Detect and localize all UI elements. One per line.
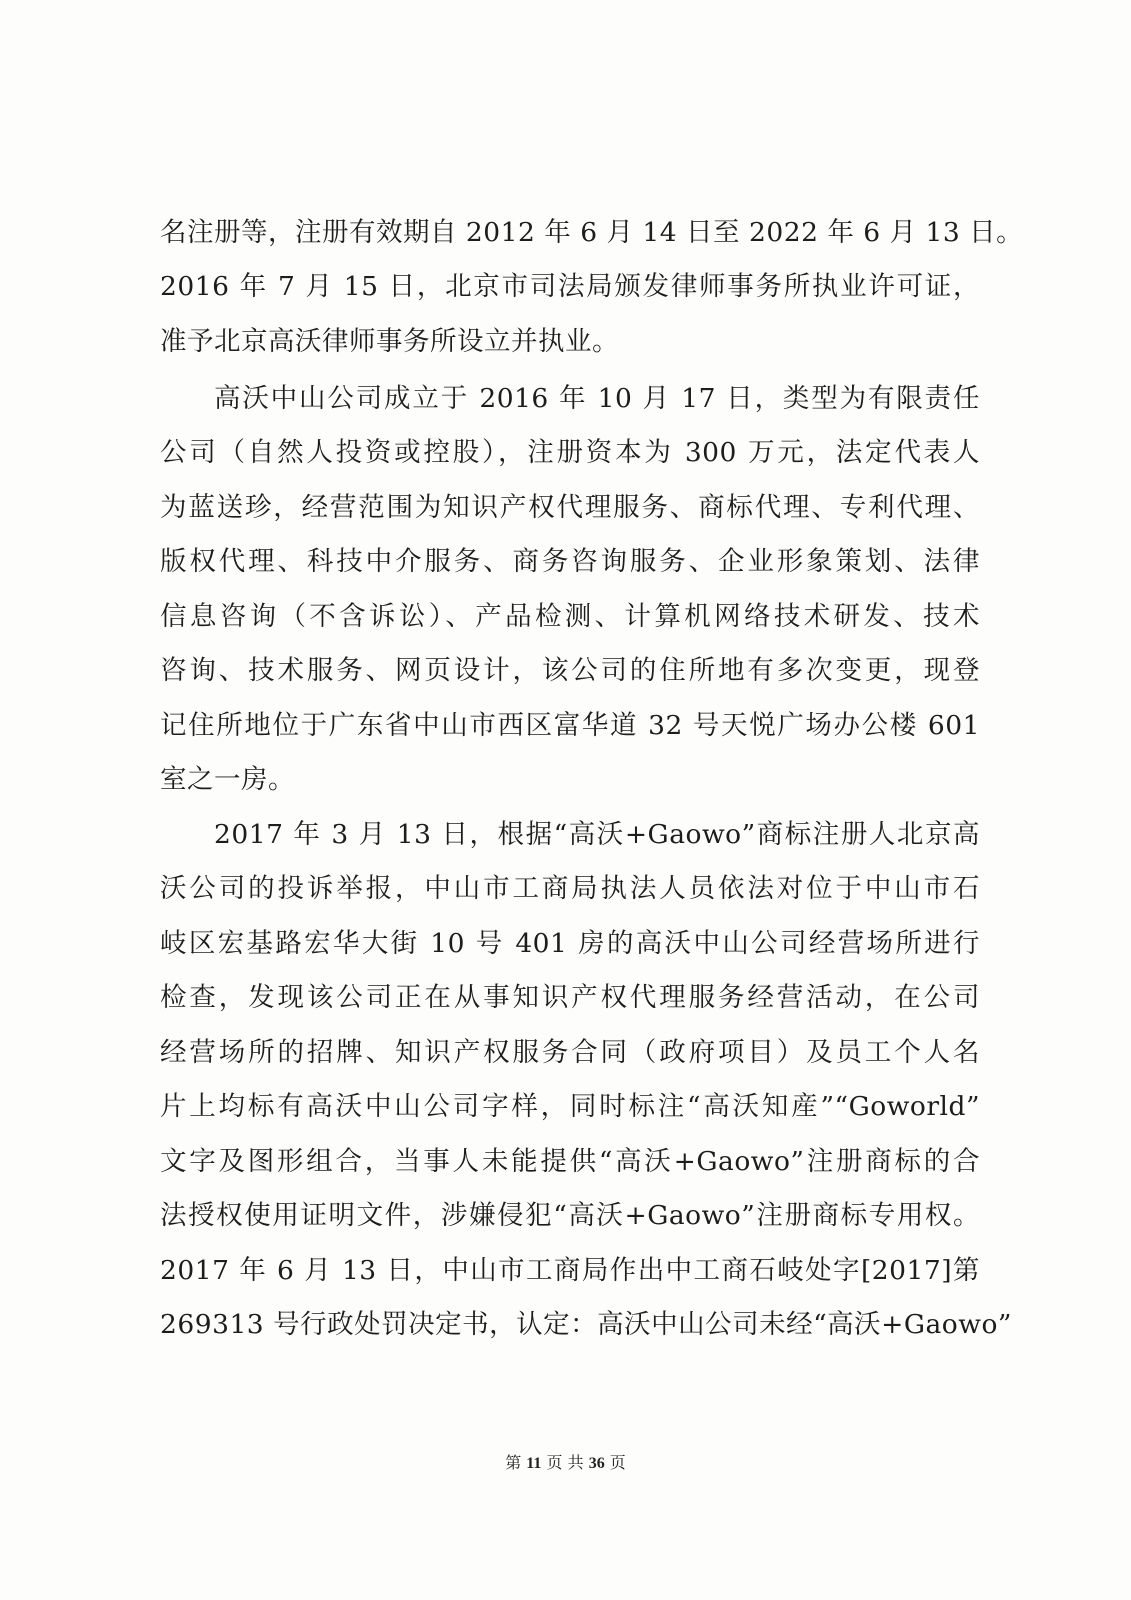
text-line: 2017 年 3 月 13 日，根据“高沃+Gaowo”商标注册人北京高 [214,819,980,850]
text-line: 信息咨询（不含诉讼）、产品检测、计算机网络技术研发、技术 [160,601,980,632]
text-line: 沃公司的投诉举报，中山市工商局执法人员依法对位于中山市石 [160,873,980,904]
text-line: 咨询、技术服务、网页设计，该公司的住所地有多次变更，现登 [160,655,980,686]
text-line: 名注册等，注册有效期自 2012 年 6 月 14 日至 2022 年 6 月 13 日。 [160,217,1024,248]
text-line: 269313 号行政处罚决定书，认定：高沃中山公司未经“高沃+Gaowo” [160,1309,1012,1340]
text-line: 文字及图形组合，当事人未能提供“高沃+Gaowo”注册商标的合 [160,1146,980,1177]
text-line: 岐区宏基路宏华大街 10 号 401 房的高沃中山公司经营场所进行 [160,928,980,959]
page-number-footer [0,1452,1131,1475]
text-line: 片上均标有高沃中山公司字样，同时标注“高沃知産”“Goworld” [160,1091,980,1122]
text-line: 2017 年 6 月 13 日，中山市工商局作出中工商石岐处字[2017]第 [160,1255,980,1286]
text-line: 检查，发现该公司正在从事知识产权代理服务经营活动，在公司 [160,982,980,1013]
total-page-number: 36 [588,1455,605,1472]
text-line: 准予北京高沃律师事务所设立并执业。 [160,326,619,357]
text-line: 经营场所的招牌、知识产权服务合同（政府项目）及员工个人名 [160,1037,980,1068]
text-line: 法授权使用证明文件，涉嫌侵犯“高沃+Gaowo”注册商标专用权。 [160,1200,980,1231]
text-line: 室之一房。 [160,764,295,795]
text-line: 2016 年 7 月 15 日，北京市司法局颁发律师事务所执业许可证， [160,271,980,302]
current-page-number: 11 [526,1455,542,1472]
text-line: 公司（自然人投资或控股），注册资本为 300 万元，法定代表人 [160,437,980,468]
text-line: 为蓝送珍，经营范围为知识产权代理服务、商标代理、专利代理、 [160,492,980,523]
text-line: 高沃中山公司成立于 2016 年 10 月 17 日，类型为有限责任 [214,383,980,414]
text-line: 记住所地位于广东省中山市西区富华道 32 号天悦广场办公楼 601 [160,710,980,741]
text-line: 版权代理、科技中介服务、商务咨询服务、企业形象策划、法律 [160,546,980,577]
footer-prefix: 第 [505,1453,522,1472]
footer-suffix: 页 [609,1453,626,1472]
footer-middle: 页 共 [546,1453,584,1472]
